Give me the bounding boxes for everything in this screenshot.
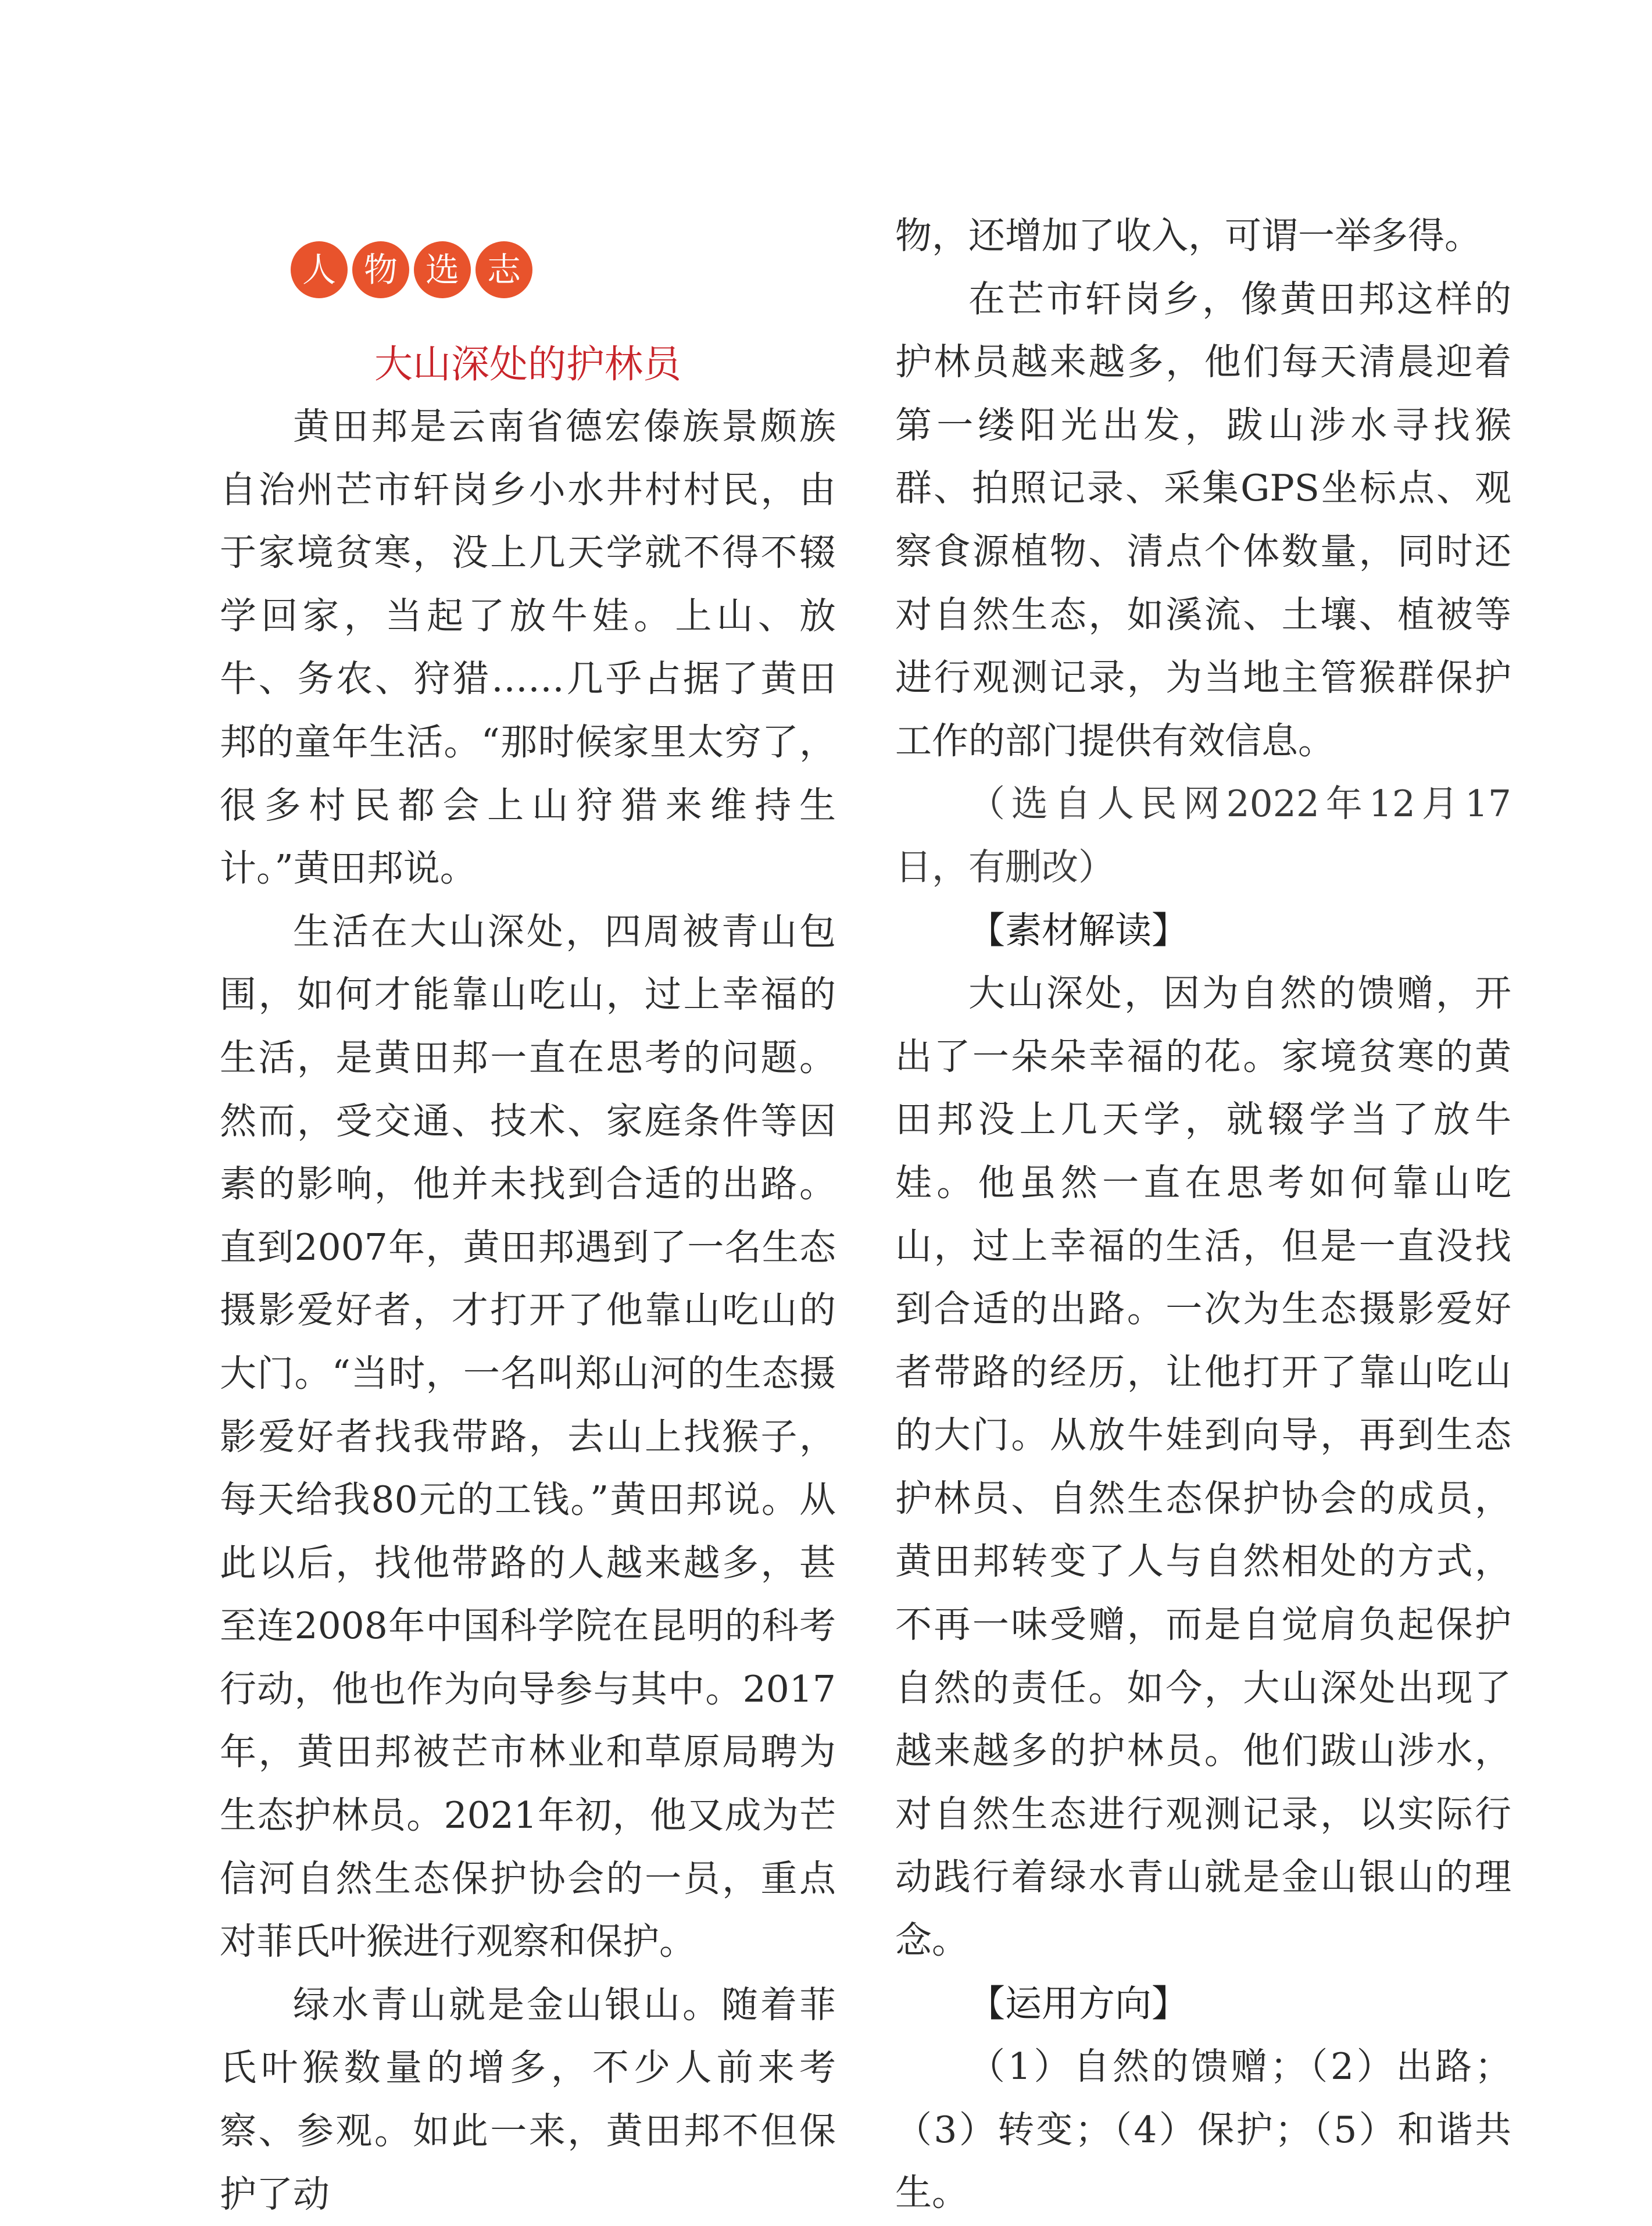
- right-column: [895, 0, 1511, 2225]
- usage-paragraph: （1）自然的馈赠；（2）出路；（3）转变；（4）保护；（5）和谐共生。: [895, 2045, 1511, 2214]
- body-paragraph: 绿水青山就是金山银山。随着菲氏叶猴数量的增多，不少人前来考察、参观。如此一来，黄田邦不但保护了动: [220, 1983, 836, 2216]
- body-paragraph: 在芒市轩岗乡，像黄田邦这样的护林员越来越多，他们每天清晨迎着第一缕阳光出发，跋山涉水寻找猴群、拍照记录、采集GPS坐标点、观察食源植物、清点个体数量，同时还对自然生态，如溪流、土壤、植被等进行观测记录，为当地主管猴群保护工作的部门提供有效信息。: [895, 277, 1511, 762]
- source-note: （选自人民网2022年12月17日，有删改）: [895, 783, 1511, 888]
- body-paragraph: 黄田邦是云南省德宏傣族景颇族自治州芒市轩岗乡小水井村村民，由于家境贫寒，没上几天学就不得不辍学回家，当起了放牛娃。上山、放牛、务农、狩猎……几乎占据了黄田邦的童年生活。“那时候家里太穷了，很多村民都会上山狩猎来维持生计。”黄田邦说。: [220, 405, 836, 890]
- article-title: 大山深处的护林员: [374, 342, 681, 387]
- body-paragraph: 生活在大山深处，四周被青山包围，如何才能靠山吃山，过上幸福的生活，是黄田邦一直在思考的问题。然而，受交通、技术、家庭条件等因素的影响，他并未找到合适的出路。直到2007年，黄田邦遇到了一名生态摄影爱好者，才打开了他靠山吃山的大门。“当时，一名叫郑山河的生态摄影爱好者找我带路，去山上找猴子，每天给我80元的工钱。”黄田邦说。从此以后，找他带路的人越来越多，甚至连2008年中国科学院在昆明的科考行动，他也作为向导参与其中。2017年，黄田邦被芒市林业和草原局聘为生态护林员。2021年初，他又成为芒信河自然生态保护协会的一员，重点对菲氏叶猴进行观察和保护。: [220, 910, 836, 1963]
- left-column: [220, 0, 836, 2226]
- section-badge-char: 选: [414, 241, 471, 298]
- section-badge-char: 志: [475, 241, 532, 298]
- section-badge-char: 物: [352, 241, 409, 298]
- section-badge-char: 人: [291, 241, 348, 298]
- usage-heading: 【运用方向】: [968, 1982, 1188, 2025]
- analysis-paragraph: 大山深处，因为自然的馈赠，开出了一朵朵幸福的花。家境贫寒的黄田邦没上几天学，就辍学当了放牛娃。他虽然一直在思考如何靠山吃山，过上幸福的生活，但是一直没找到合适的出路。一次为生态摄影爱好者带路的经历，让他打开了靠山吃山的大门。从放牛娃到向导，再到生态护林员、自然生态保护协会的成员，黄田邦转变了人与自然相处的方式，不再一味受赠，而是自觉肩负起保护自然的责任。如今，大山深处出现了越来越多的护林员。他们跋山涉水，对自然生态进行观测记录，以实际行动践行着绿水青山就是金山银山的理念。: [895, 972, 1511, 1962]
- analysis-heading: 【素材解读】: [968, 909, 1188, 952]
- body-paragraph-continuation: 物，还增加了收入，可谓一举多得。: [895, 215, 1481, 257]
